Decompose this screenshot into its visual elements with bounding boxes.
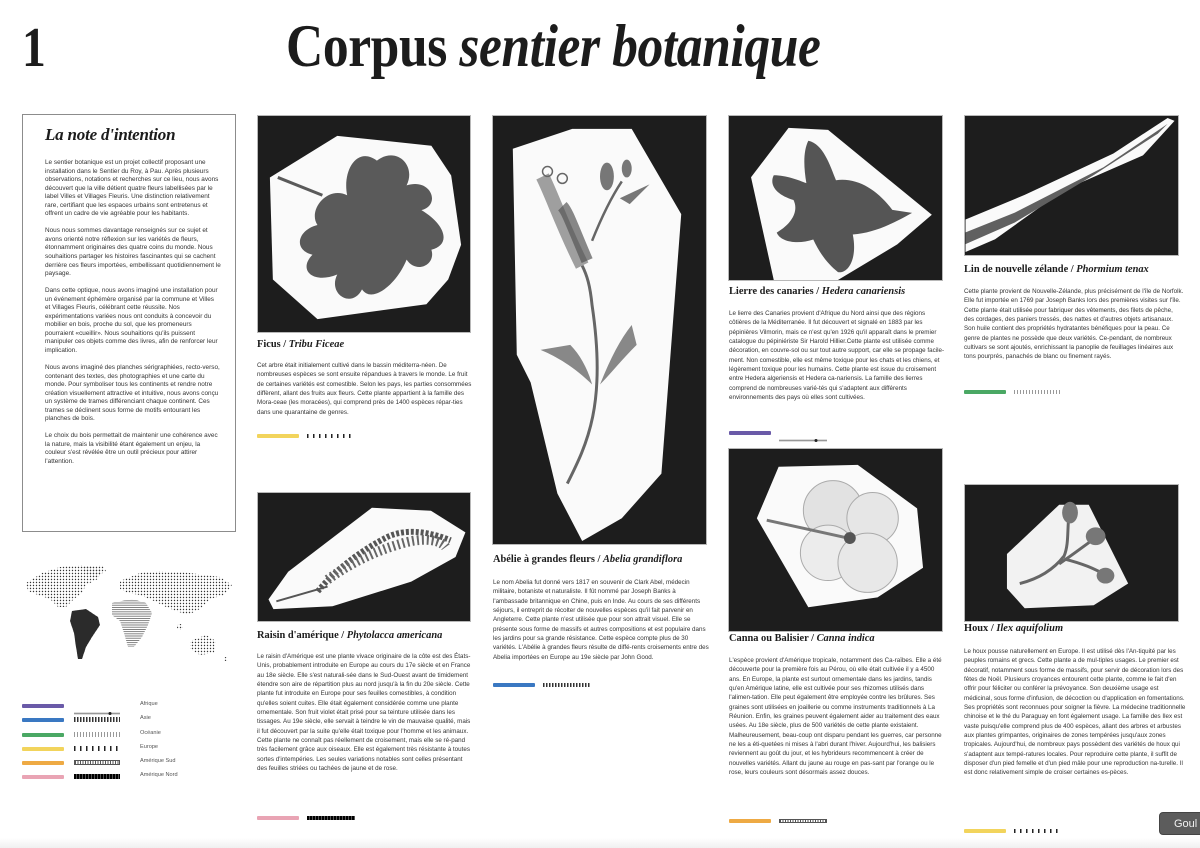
entry-text-ficus: Cet arbre était initialement cultivé dans le bassin méditerra-néen. De nombreuses espèces se sont ensuite répandues à travers le monde. Le fruit de certaines variétés est comestible. Selon les pays, les parties consommées diffèrent, allant des fruits aux fleurs. Cette plante appartient à la famille des Mora-ceae (les moracées), qui comprend près de 1400 espèces répar-ties dans une quarantaine de genres.: [257, 362, 472, 416]
legend-swatch: [22, 761, 64, 765]
entry-title-abelie: Abélie à grandes fleurs / Abelia grandiflora: [493, 554, 683, 565]
intent-title: La note d'intention: [45, 125, 176, 144]
line-dot-pattern-icon: [74, 703, 120, 708]
continent-bar-europe: [964, 829, 1006, 833]
entry-text-abelie: Le nom Abelia fut donné vers 1817 en souvenir de Clark Abel, médecin militaire, botaniste et naturaliste. Il fût nommé par Joseph Banks à l'ambassade britannique en Chine, puis en Inde. Au cours de ses différents séjours, il entreprit de récolter de nouvelles espèces qu'il fait parvenir en Angleterre. Cette plante n'est utilisée que pour son attrait visuel. Elle se présente sous forme de massifs et autres compositions et est populaire dans les jardins pour sa grande résistance. Cette espèce compte plus de 30 variétés. L'Abélie à grandes fleurs résulte de diffé-rents croisements entre des Abelia importées en Europe au 19e siècle par John Good.: [493, 579, 709, 661]
entry-text-canna: L'espèce provient d'Amérique tropicale, notamment des Ca-raïbes. Elle a été découverte pour la première fois au Pérou, où elle était cultivée il y a 4500 ans. En Europe, la plante est surtout ornementale dans les jardins, tandis qu'en Amérique latine, elle est cultivée pour ses rhizomes utilisés dans l'alimen-tation. Elle peut également être employée contre les brûlures. Ses graines sont utilisées en joaillerie ou comme instruments traditionnels à La Réunion. Enfin, les graines peuvent également aider au traitement des eaux usées. Au 18e siècle, plus de 500 variétés de cette plante existaient. Malheureusement, beau-coup ont disparu pendant les guerres, car personne ne les a éti-quetées ni mises à l'abri durant l'hiver. Aujourd'hui, les balisiers reviennent au goût du jour, et les hybrideurs recommencent à créer de nouvelles variétés. Allant du jaune au rouge en pas-sant par l'orange ou le rose, leurs couleurs sont désormais assez douces.: [729, 657, 942, 777]
entry-title-lin: Lin de nouvelle zélande / Phormium tenax: [964, 264, 1149, 275]
legend-row-europe: [22, 745, 242, 759]
page-title-italic: sentier botanique: [459, 13, 821, 79]
afrique-pattern-icon: [779, 430, 827, 434]
page-title: [286, 12, 820, 81]
scattered-symbols-pattern-icon: [74, 746, 120, 751]
intent-paragraph: Le sentier botanique est un projet collectif proposant une installation dans le Sentier du Roy, à Pau. Après plusieurs observations, notations et recherches sur ce lieu, nous avons découvert que la ville détient quatre fleurs labellisées par le label Villes et Villages Fleuris. Une distinction relativement rare, certifiant que les espaces urbains sont entretenus et offrent un cadre de vie agréable pour les habitants.: [45, 159, 219, 218]
legend-label: Océanie: [140, 729, 161, 736]
legend-swatch: [22, 775, 64, 779]
legend-label: Amérique Nord: [140, 772, 178, 779]
legend-label: Europe: [140, 743, 159, 750]
continent-bar-amerique-sud: [729, 819, 771, 823]
raisin-plate-image: [257, 492, 471, 622]
legend-label: Afrique: [140, 701, 158, 707]
canna-plate-image: [728, 448, 943, 632]
amerique-nord-pattern-icon: [307, 816, 355, 820]
entry-text-lin: Cette plante provient de Nouvelle-Zélande, plus précisément de l'île de Norfolk. Elle fut importée en 1769 par Joseph Banks lors des premières visites sur l'île. Cette plante était utilisée pour fabriquer des vêtements, des filets de pêche, des cordages, des paniers tressés, des nattes et d'autres objets artisanaux. Son huile contient des propriétés hydratantes bénéfiques pour la peau. Ce genre de plantes ne possède que deux variétés. Ce-pendant, de nombreux cultivars se sont ajoutés, enrichissant la panoplie de feuillages linéaires aux tons pourprés, panachés de blanc ou finement rayés.: [964, 288, 1184, 361]
legend-row-amerique-nord: [22, 773, 242, 787]
entry-title-ficus: Ficus / Tribu Ficeae: [257, 339, 345, 350]
entry-title-houx: Houx / Ilex aquifolium: [964, 623, 1064, 634]
legend-label: Amérique Sud: [140, 758, 176, 765]
page-bottom-edge: [0, 838, 1200, 848]
entry-title-canna: Canna ou Balisier / Canna indica: [729, 633, 875, 644]
intent-paragraph: Le choix du bois permettait de maintenir une cohérence avec la nature, mais la visibilité étant également un enjeu, la couleur s'est révélée être un outil précieux pour attirer l'attention.: [45, 432, 218, 465]
ficus-plate-image: [257, 115, 471, 333]
legend-row-afrique: [22, 702, 242, 716]
black-glyphs-pattern-icon: [74, 774, 120, 779]
legend-swatch: [22, 733, 64, 737]
entry-text-raisin: Le raisin d'Amérique est une plante vivace originaire de la côte est des États-Unis, probablement introduite en Europe au cours du 17e siècle et en France au 18e siècle. Elle s'est naturali-sée dans le Sud-Ouest avant de timidement étendre son aire de répartition plus au nord jusqu'à la fin du 20e siècle. Cette plante fut introduite en Europe pour ses feuilles comestibles, à condition qu'elles soient cuites. Elle était également considérée comme une plante ornementale. Son fruit violet était prisé pour sa teinture utilisée dans les tissages. Au 19e siècle, elle servait à teindre le vin de mauvaise qualité, mais il fut découvert par la suite qu'elle était toxique pour l'homme et les animaux. Cette plante ne connaît pas réellement de croisement, mais elle se ré-pand très facilement grâce aux oiseaux. Elle est également très résistante à toutes sortes d'intempéries. Les seules variations notables sont celles présentant des feuilles striées ou tachées de jaune et de rose.: [257, 653, 471, 773]
houx-plate-image: [964, 484, 1179, 622]
intent-box: [22, 114, 236, 532]
europe-pattern-icon: [1014, 829, 1062, 833]
oceanie-pattern-icon: [1014, 390, 1062, 394]
grid-glyphs-pattern-icon: [74, 760, 120, 765]
legend-swatch: [22, 747, 64, 751]
legend-row-oceanie: [22, 731, 242, 745]
intent-paragraph: Dans cette optique, nous avons imaginé une installation pour un événement éphémère organisé par la commune et Villes et Villages Fleuris, célébrant cette réussite. Nos expérimentations variées nous ont conduits à concevoir du mobilier en bois, proche du sol, que les promeneurs pourraient «cueillir». Nous souhaitions qu'ils puissent manipuler ces objets comme des livres, afin de renforcer leur implication.: [45, 287, 218, 354]
intent-paragraph: Nous nous sommes davantage renseignés sur ce sujet et avons orienté notre réflexion sur les variétés de fleurs, étonnamment originaires des quatre coins du monde. Nous souhaitions partager les histoires fascinantes qui se cachent derrière ces fleurs importées, embellissant quotidiennement le paysage.: [45, 227, 221, 278]
entry-title-raisin: Raisin d'amérique / Phytolacca americana: [257, 630, 443, 641]
glyphs-dense-pattern-icon: [74, 717, 120, 722]
continent-bar-europe: [257, 434, 299, 438]
page-number: 1: [22, 17, 45, 79]
legend-row-asie: [22, 716, 242, 730]
legend-swatch: [22, 704, 64, 708]
legend-label: Asie: [140, 715, 151, 722]
intent-paragraph: Nous avons imaginé des planches sérigraphiées, recto-verso, contenant des textes, des photographies et une carte du monde. Pour symboliser tous les continents et rendre notre création visuellement attractive et intuitive, nous avons conçu un système de trames différenciant chaque continent. Ces trames se déclinent sous forme de motifs entourant les planches de bois.: [45, 363, 220, 423]
asie-pattern-icon: [543, 683, 591, 687]
continent-bar-oceanie: [964, 390, 1006, 394]
lin-plate-image: [964, 115, 1179, 256]
amerique-sud-pattern-icon: [779, 819, 827, 823]
overlay-chip[interactable]: Goul: [1159, 812, 1200, 835]
entry-text-lierre: Le lierre des Canaries provient d'Afrique du Nord ainsi que des régions côtières de la Méditerranée. Il fut découvert et signalé en 1883 par les pépinières Vilmorin, mais ce n'est qu'en 1926 qu'il apparaît dans le premier catalogue du pépiniériste Sir Harold Hillier.Cette plante est utilisée comme décoration, en couvre-sol ou sur tout autre support, car elle se propage facile-ment. Non comestible, elle est même toxique pour les chats et les chiens, et légèrement toxique pour les humains. Cette plante est issue du croisement entre Hedera algeriensis et Hedera ca-nariensis. La famille des lierres comprend de nombreuses varié-tés qui s'adaptent aux différents environnements des pays où elles sont cultivées.: [729, 310, 945, 402]
europe-pattern-icon: [307, 434, 355, 438]
legend-row-amerique-sud: [22, 759, 242, 773]
legend-swatch: [22, 718, 64, 722]
abelie-plate-image: [492, 115, 707, 545]
entry-text-houx: Le houx pousse naturellement en Europe. Il est utilisé dès l'An-tiquité par les peuples romains et grecs. Cette plante a de mul-tiples usages. Le premier est décoratif, notamment sous forme de massifs, pour servir de décoration lors des fêtes de Noël. Plusieurs croyances entourent cette plante, comme le fait d'en offrir pour féliciter ou conférer la prévoyance. Son deuxième usage est médicinal, sous forme d'infusion, de décoction ou d'application en fomentations. Ses propriétés sont reconnues pour soigner la fièvre. La médecine traditionnelle chinoise et le thé du Paraguay en font également usage. La famille des Ilex est vaste puisqu'elle comprend plus de 400 espèces, allant des arbres et arbustes aux plantes grimpantes, originaires de zones tempérées jusqu'aux zones tropicales. Aujourd'hui, de nombreux pays possèdent des variétés de houx qui s'adaptent aux tempé-ratures locales. Pour reproduire cette plante, il suffit de disposer d'un pied femelle et d'un pied mâle pour une reproduction na-turelle. Il est donc relativement simple de croiser certaines es-pèces.: [964, 648, 1186, 777]
continent-bar-asie: [493, 683, 535, 687]
continent-bar-amerique-nord: [257, 816, 299, 820]
entry-title-lierre: Lierre des canaries / Hedera canariensis: [729, 286, 906, 297]
page-title-roman: Corpus: [286, 13, 447, 79]
lierre-plate-image: [728, 115, 943, 281]
world-map: [20, 563, 235, 675]
continent-legend: [22, 702, 242, 788]
glyphs-light-pattern-icon: [74, 732, 120, 737]
continent-bar-afrique: [729, 431, 771, 435]
